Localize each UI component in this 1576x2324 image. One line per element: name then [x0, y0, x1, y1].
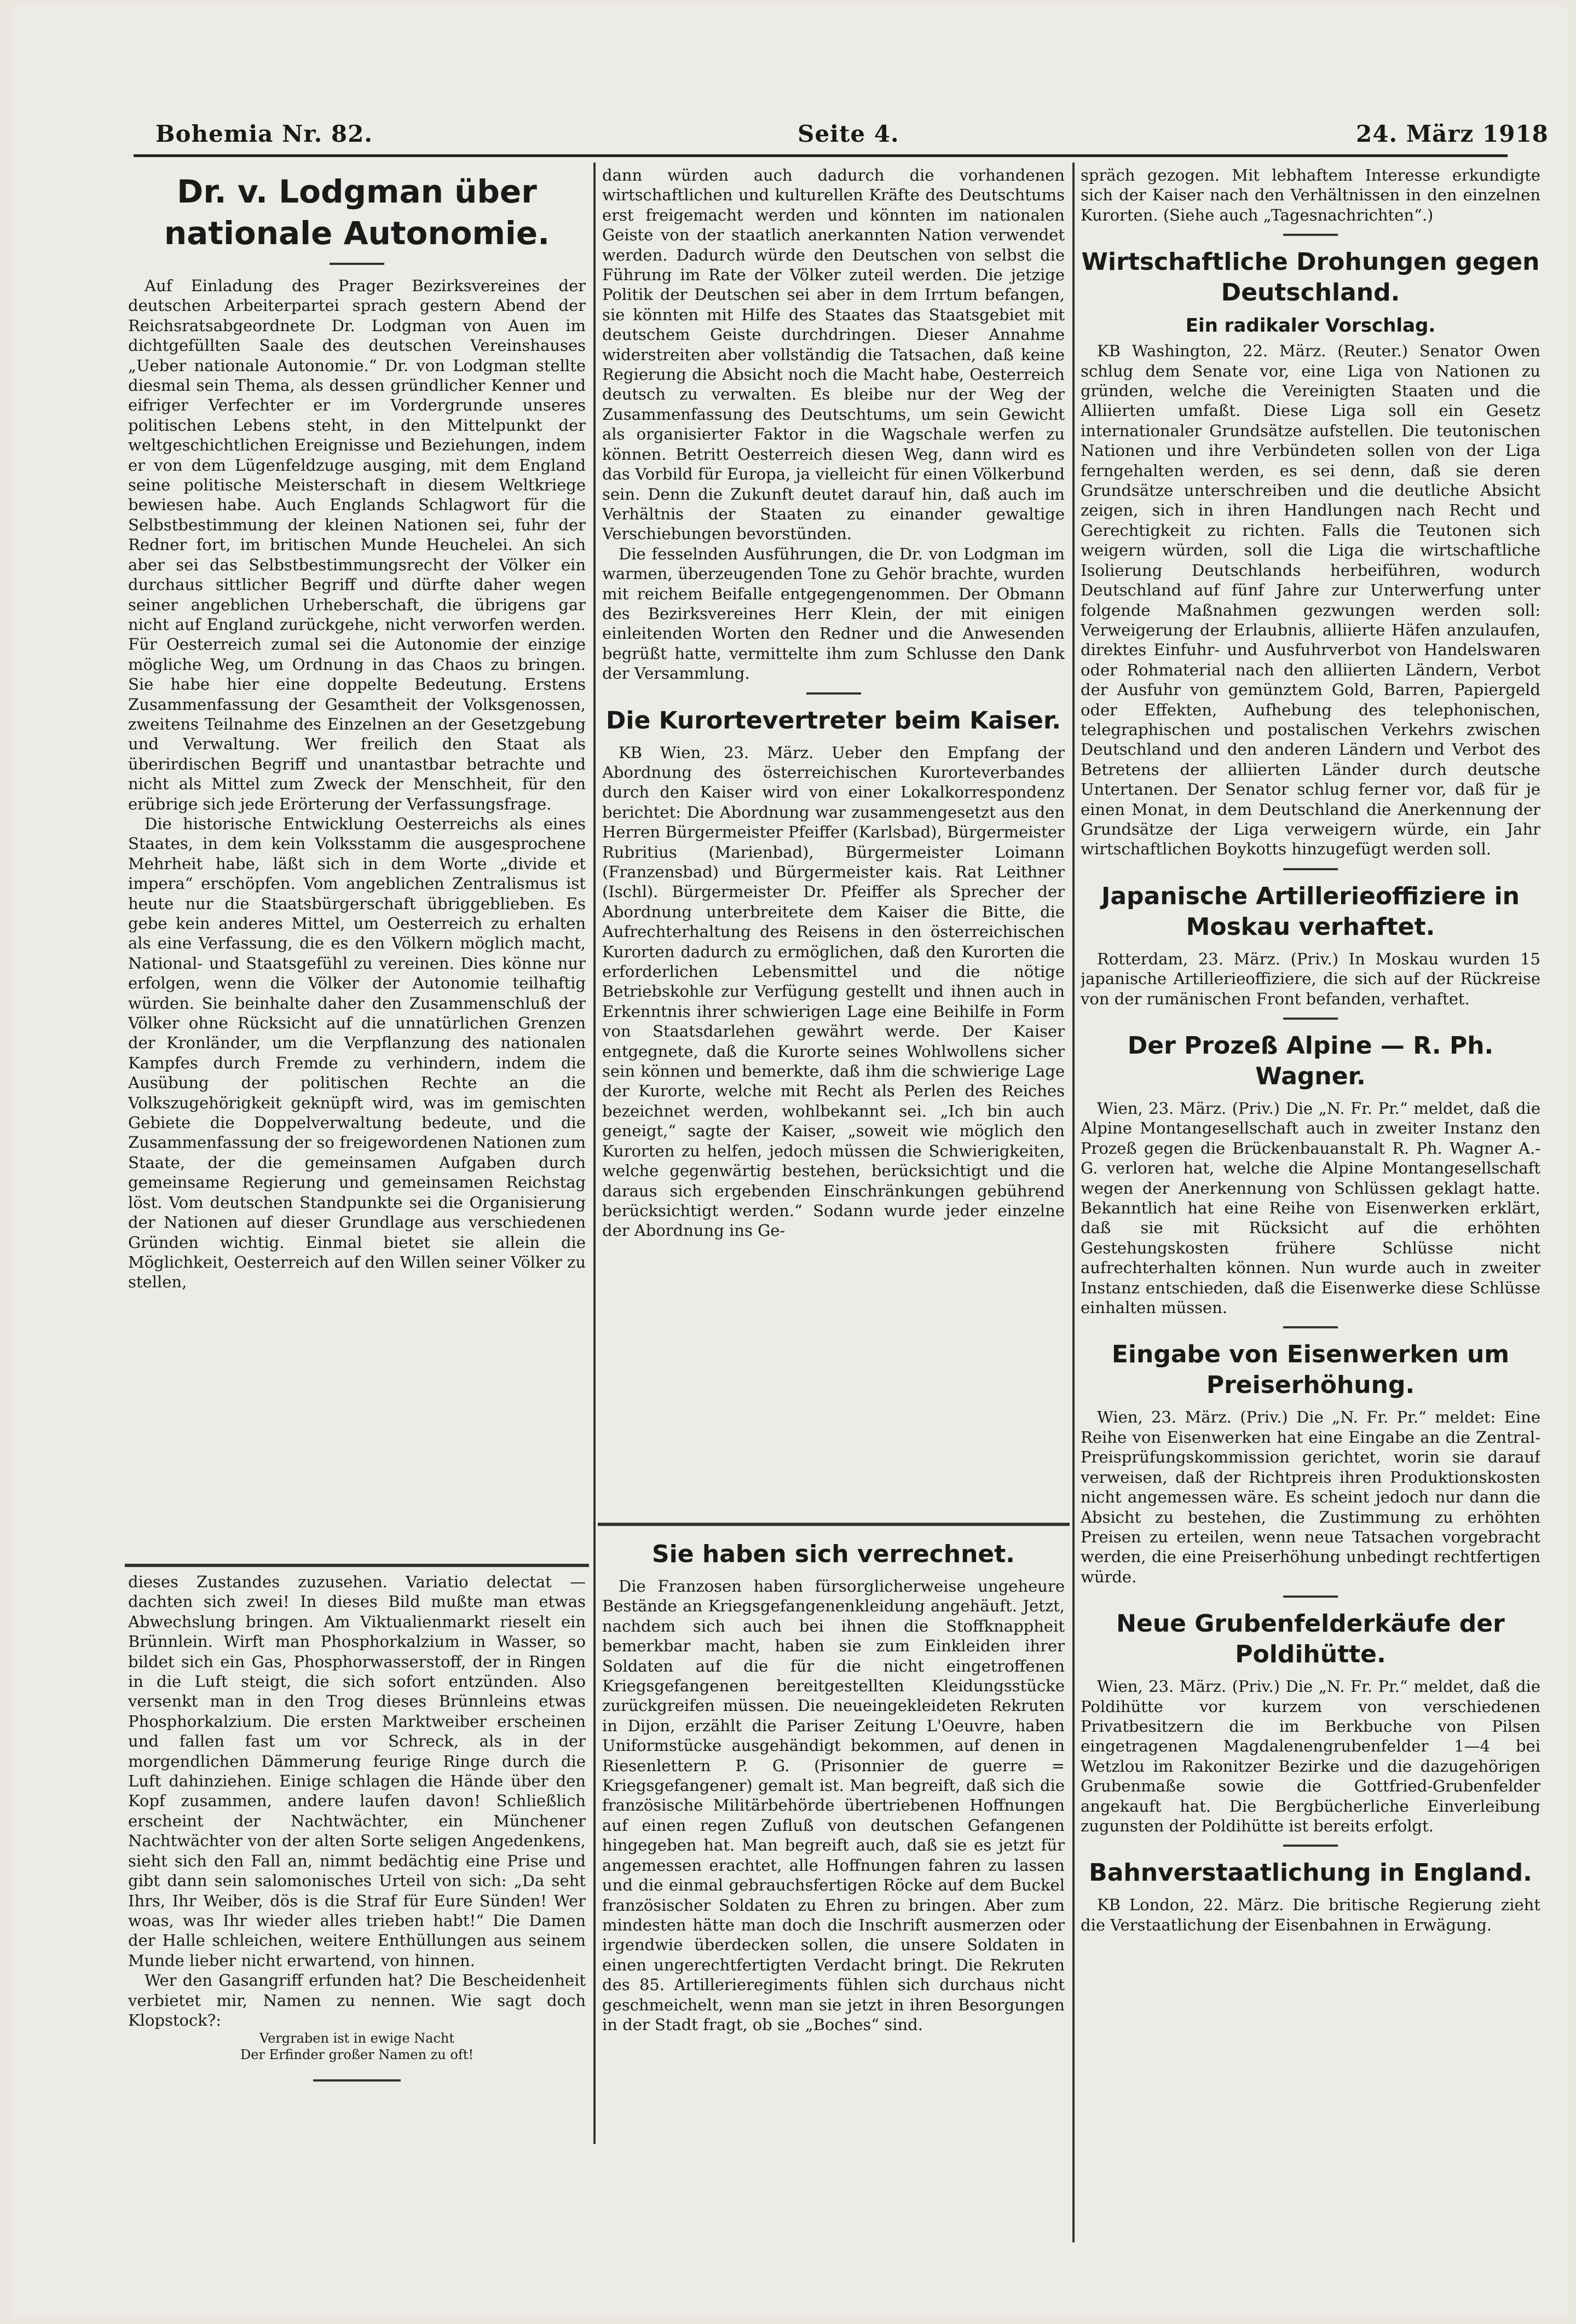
header-rule — [134, 154, 1508, 157]
article-paragraph: Die Franzosen haben fürsorglicherweise ungeheure Bestände an Kriegsgefangenenkleidung angehäuft. Jetzt, nachdem sich auch bei ihnen die Stoffknappheit bemerkbar macht, haben sie zum Einkleiden ihrer Soldaten auf die für die nicht eingetroffenen Kriegsgefangenen bereitgestellten Kleidungsstücke zurückgreifen müssen. Die neueingekleideten Rekruten in Dijon, erzählt die Pariser Zeitung L'Oeuvre, haben Uniformstücke ausgehändigt bekommen, auf denen in Riesenlettern P. G. (Prisonnier de guerre = Kriegsgefangener) gemalt ist. Man begreift, daß sich die französische Militärbehörde übertriebenen Hoffnungen auf einen regen Zufluß von deutschen Gefangenen hingegeben hat. Man begreift auch, daß sie es jetzt für angemessen erachtet, alle Hoffnungen fahren zu lassen und die einmal gebrauchsfertigen Röcke auf dem Buckel französischer Soldaten zu Ehren zu bringen. Aber zum mindesten hätte man doch die Inschrift ausmerzen oder irgendwie überdecken sollen, die unsere Soldaten in einen ungerechtfertigten Verdacht bringt. Die Rekruten des 85. Artillerieregiments fühlen sich durchaus nicht geschmeichelt, wenn man sie jetzt in ihren Besorgungen in der Stadt fragt, ob sie „Boches“ sind. — [602, 1577, 1065, 2034]
article-paragraph: KB London, 22. März. Die britische Regierung zieht die Verstaatlichung der Eisenbahnen in Erwägung. — [1081, 1895, 1540, 1934]
article-paragraph: dann würden auch dadurch die vorhandenen wirtschaftlichen und kulturellen Kräfte des Deutschtums erst freigemacht werden und könnten im nationalen Geiste von der staatlich anerkannten Nation verwendet werden. Dadurch würde den Deutschen von selbst die Führung im Rate der Völker zuteil werden. Die jetzige Politik der Deutschen sei aber in dem Irrtum befangen, sie könnten mit Hilfe des Staates das Staatsgebiet mit deutschem Geiste durchdringen. Dieser Annahme widerstreiten aber vollständig die Tatsachen, daß keine Regierung die Absicht noch die Macht habe, Oesterreich deutsch zu verwalten. Es bleibe nur der Weg der Zusammenfassung des Deutschtums, um sein Gewicht als organisierter Faktor in die Wagschale werfen zu können. Betritt Oesterreich diesen Weg, dann wird es das Vorbild für Europa, ja vielleicht für einen Völkerbund sein. Denn die Zukunft deutet darauf hin, daß auch im Verhältnis der Staaten zu einander gewaltige Verschiebungen bevorstünden. — [602, 166, 1065, 544]
column-rule — [593, 163, 596, 2144]
section-rule — [1283, 1595, 1338, 1598]
header-date: 24. März 1918 — [1356, 120, 1549, 147]
article-paragraph: Rotterdam, 23. März. (Priv.) In Moskau wurden 15 japanische Artillerieoffiziere, die sich auf der Rückreise von der rumänischen Front befanden, verhaftet. — [1081, 949, 1540, 1008]
article-paragraph: KB Wien, 23. März. Ueber den Empfang der Abordnung des österreichischen Kurorteverbandes durch den Kaiser wird von einer Lokalkorrespondenz berichtet: Die Abordnung war zusammengesetzt aus den Herren Bürgermeister Pfeiffer (Karlsbad), Bürgermeister Rubritius (Marienbad), Bürgermeister Loimann (Franzensbad) und Bürgermeister kais. Rat Leithner (Ischl). Bürgermeister Dr. Pfeiffer als Sprecher der Abordnung unterbreitete dem Kaiser die Bitte, die Aufrechterhaltung des Reisens in den österreichischen Kurorten dadurch zu ermöglichen, daß den Kurorten die erforderlichen Lebensmittel und die nötige Betriebskohle zur Verfügung gestellt und ihnen auch in Erkenntnis ihrer schwierigen Lage eine Beihilfe in Form von Staatsdarlehen gewährt werde. Der Kaiser entgegnete, daß die Kurorte seines Wohlwollens sicher sein können und bemerkte, daß ihm die schwierige Lage der Kurorte, welche mit Recht als Perlen des Reiches bezeichnet werden, wohlbekannt sei. „Ich bin auch geneigt,“ sagte der Kaiser, „soweit wie möglich den Kurorten zu helfen, jedoch müssen die Schwierigkeiten, welche gegenwärtig bestehen, berücksichtigt und die daraus sich ergebenden Einschränkungen gebührend berücksichtigt werden.“ Sodann wurde jeder einzelne der Abordnung ins Ge- — [602, 743, 1065, 1240]
verse-line: Der Erfinder großer Namen zu oft! — [240, 2047, 474, 2063]
end-rule — [313, 2079, 401, 2082]
section-rule — [1283, 868, 1338, 870]
article-paragraph: Die historische Entwicklung Oesterreichs als eines Staates, in dem kein Volksstamm die ausgesprochene Mehrheit habe, läßt sich in dem Worte „divide et impera“ erschöpfen. Vom angeblichen Zentralismus ist heute nur die Staatsbürgerschaft übriggeblieben. Es gebe kein anderes Mittel, um Oesterreich zu erhalten als eine Verfassung, die es den Völkern möglich macht, National- und Staatsgefühl zu vereinen. Dies könne nur erfolgen, wenn die Völker der Autonomie teilhaftig würden. Sie beinhalte daher den Zusammenschluß der Völker ohne Rücksicht auf die unnatürlichen Grenzen der Kronländer, um die Verpflanzung des nationalen Kampfes durch Fremde zu verhindern, indem die Ausübung der politischen Rechte an die Volkszugehörigkeit geknüpft wird, was im gemischten Gebiete die Doppelverwaltung bedeute, und die Zusammenfassung der so freigewordenen Nationen zum Staate, der die gemeinsamen Aufgaben durch gemeinsame Regierung und gemeinsamen Reichstag löst. Vom deutschen Standpunkte sei die Organisierung der Nationen auf dieser Grundlage aus verschiedenen Gründen wichtig. Einmal bietet sie allein die Möglichkeit, Oesterreich auf den Willen seiner Völker zu stellen, — [128, 814, 586, 1292]
article-title-gruben: Neue Grubenfelderkäufe der Poldihütte. — [1116, 1610, 1505, 1669]
section-rule — [598, 1523, 1070, 1526]
section-rule — [1283, 234, 1338, 236]
column-2 — [602, 165, 1065, 1512]
column-1-lower — [128, 1572, 586, 2119]
section-rule — [806, 692, 861, 695]
column-3 — [1081, 165, 1540, 2289]
column-rule — [1072, 163, 1075, 2242]
header-page-number: Seite 4. — [798, 120, 899, 147]
article-paragraph: Die fesselnden Ausführungen, die Dr. von Lodgman im warmen, überzeugenden Tone zu Gehör brachte, wurden mit reichem Beifalle entgegengenommen. Der Obmann des Bezirksvereines Herr Klein, der mit einigen einleitenden Worten den Redner und die Anwesenden begrüßt hatte, vermittelte ihm zum Schlusse den Dank der Versammlung. — [602, 544, 1065, 683]
glosse-paragraph: dieses Zustandes zuzusehen. Variatio delectat — dachten sich zwei! In dieses Bild mußte man etwas Abwechslung bringen. Am Viktualienmarkt rieselt ein Brünnlein. Wirft man Phosphorkalzium in Wasser, so bildet sich ein Gas, Phosphorwasserstoff, der in Ringen in die Luft steigt, die sich sofort entzünden. Also versenkt man in den Trog dieses Brünnleins etwas Phosphorkalzium. Die ersten Marktweiber erscheinen und fallen fast um vor Schreck, als in der morgendlichen Dämmerung feurige Ringe durch die Luft dahinziehen. Einige schlagen die Hände über den Kopf zusammen, andere laufen davon! Schließlich erscheint der Nachtwächter, ein Münchener Nachtwächter von der alten Sorte seligen Angedenkens, sieht sich den Fall an, nimmt bedächtig eine Prise und gibt dann sein salomonisches Urteil von sich: „Da seht Ihrs, Ihr Weiber, dös is die Straf für Eure Sünden! Wer woas, was Ihr wieder alles trieben habt!“ Die Damen der Halle schleichen, weitere Enthüllungen aus seinem Munde lieber nicht erwartend, von hinnen. — [128, 1573, 586, 1970]
article-paragraph: Wien, 23. März. (Priv.) Die „N. Fr. Pr.“ meldet, daß die Poldihütte vor kurzem von verschiedenen Privatbesitzern die im Berkbuche von Pilsen eingetragenen Magdalenengrubenfelder 1—4 bei Wetzlou im Rakonitzer Bezirke und die dazugehörigen Grubenmaße sowie die Gottfried-Grubenfelder angekauft hat. Die Bergbücherliche Einverleibung zugunsten der Poldihütte ist bereits erfolgt. — [1081, 1677, 1540, 1835]
article-title-kurorte: Die Kurortevertreter beim Kaiser. — [605, 706, 1061, 735]
article-paragraph: spräch gezogen. Mit lebhaftem Interesse erkundigte sich der Kaiser nach den Verhältnissen in den einzelnen Kurorten. (Siehe auch „Tagesnachrichten“.) — [1081, 166, 1540, 224]
verse-line: Vergraben ist in ewige Nacht — [259, 2031, 455, 2046]
article-title-drohungen: Wirtschaftliche Drohungen gegen Deutschland. — [1081, 248, 1540, 307]
section-rule — [1283, 1018, 1338, 1020]
glosse-paragraph: Wer den Gasangriff erfunden hat? Die Bescheidenheit verbietet mir, Namen zu nennen. Wie sagt doch Klopstock?: — [128, 1971, 586, 2030]
section-rule — [1283, 1326, 1338, 1328]
article-title-bahn: Bahnverstaatlichung in England. — [1089, 1859, 1532, 1887]
article-paragraph: KB Washington, 22. März. (Reuter.) Senator Owen schlug dem Senate vor, eine Liga von Nationen zu gründen, welche die Vereinigten Staaten und die Alliierten umfaßt. Diese Liga soll ein Gesetz internationaler Grundsätze aufstellen. Die teutonischen Nationen und ihre Verbündeten sollen von der Liga ferngehalten werden, es sei denn, daß sie deren Grundsätze unterschreiben und die deutliche Absicht zeigen, sich in ihren Handlungen nach Recht und Gerechtigkeit zu richten. Falls die Teutonen sich weigern würden, soll die Liga die wirtschaftliche Isolierung Deutschlands herbeiführen, wodurch Deutschland auf fünf Jahre zur Unterwerfung unter folgende Maßnahmen gezwungen werden soll: Verweigerung der Erlaubnis, alliierte Häfen anzulaufen, direktes Einfuhr- und Ausfuhrverbot von Handelswaren oder Rohmaterial nach den alliierten Ländern, Verbot der Ausfuhr von gemünztem Gold, Barren, Papiergeld oder Effekten, Aufhebung des telephonischen, telegraphischen und postalischen Verkehrs zwischen Deutschland und den anderen Ländern und Verbot des Betretens der alliierten Länder durch deutsche Untertanen. Der Senator schlug ferner vor, daß für je einen Monat, in dem Deutschland die Anerkennung der Grundsätze der Liga verweigern würde, ein Jahr wirtschaftlichen Boykotts hinzugefügt werden soll. — [1081, 342, 1540, 859]
article-title-lodgman: Dr. v. Lodgman über nationale Autonomie. — [164, 173, 550, 252]
column-1 — [128, 171, 586, 1556]
article-title-verrechnet: Sie haben sich verrechnet. — [651, 1540, 1015, 1568]
section-rule — [1283, 1845, 1338, 1847]
section-rule — [125, 1564, 589, 1567]
title-rule — [330, 263, 384, 265]
article-subtitle: Ein radikaler Vorschlag. — [1185, 315, 1436, 337]
article-title-eingabe: Eingabe von Eisenwerken um Preiserhöhung. — [1111, 1340, 1510, 1400]
article-paragraph: Auf Einladung des Prager Bezirksvereines der deutschen Arbeiterpartei sprach gestern Abend der Reichsratsabgeordnete Dr. Lodgman von Auen im dichtgefüllten Saale des deutschen Vereinshauses „Ueber nationale Autonomie.“ Dr. von Lodgman stellte diesmal sein Thema, als dessen gründlicher Kenner und eifriger Verfechter er im Vordergrunde unseres politischen Lebens steht, in den Mittelpunkt der weltgeschichtlichen Ereignisse und Beziehungen, indem er von dem Lügenfeldzuge ausging, mit dem England seine politische Meisterschaft in diesem Weltkriege bewiesen habe. Auch Englands Schlagwort für die Selbstbestimmung der kleinen Nationen sei, fuhr der Redner fort, im britischen Munde Heuchelei. An sich aber sei das Selbstbestimmungsrecht der Völker ein durchaus sittlicher Begriff und dürfte daher wegen seiner angeblichen Urheberschaft, die übrigens gar nicht auf England zurückgehe, nicht verworfen werden. Für Oesterreich zumal sei die Autonomie der einzige mögliche Weg, um Ordnung in das Chaos zu bringen. Sie habe hier eine doppelte Bedeutung. Erstens Zusammenfassung der Gesamtheit der Volksgenossen, zweitens Teilnahme des Einzelnen an der Gesetzgebung und Verwaltung. Wer freilich den Staat als überirdischen Begriff und unantastbar betrachte und nicht als Mittel zum Zweck der Menschheit, für den erübrige sich jede Erörterung der Verfassungsfrage. — [128, 276, 586, 813]
column-2-lower — [602, 1539, 1065, 2196]
article-paragraph: Wien, 23. März. (Priv.) Die „N. Fr. Pr.“ meldet, daß die Alpine Montangesellschaft auch in zweiter Instanz den Prozeß gegen die Brückenbauanstalt R. Ph. Wagner A.-G. verloren hat, welche die Alpine Montangesellschaft wegen der Anerkennung von Schlüssen geklagt hatte. Bekanntlich hat eine Reihe von Eisenwerken erklärt, daß sie mit Rücksicht auf die erhöhten Gestehungskosten frühere Schlüsse nicht aufrechterhalten können. Nun wurde auch in zweiter Instanz entschieden, daß die Eisenwerke diese Schlüsse einhalten müssen. — [1081, 1099, 1540, 1317]
article-title-alpine: Der Prozeß Alpine — R. Ph. Wagner. — [1127, 1032, 1494, 1090]
header-issue: Bohemia Nr. 82. — [155, 120, 373, 147]
newspaper-page — [12, 7, 1567, 2316]
article-paragraph: Wien, 23. März. (Priv.) Die „N. Fr. Pr.“ meldet: Eine Reihe von Eisenwerken hat eine Eingabe an die Zentral-Preisprüfungskommission gerichtet, worin sie darauf verweisen, daß der Richtpreis ihren Produktionskosten nicht angemessen wäre. Es scheint jedoch nur dann die Absicht zu bestehen, die Zustimmung zu erhöhten Preisen zu erteilen, wenn neue Tatsachen vorgebracht werden, die eine Preiserhöhung unbedingt rechtfertigen würde. — [1081, 1408, 1540, 1586]
article-title-japanische: Japanische Artillerieoffiziere in Moskau verhaftet. — [1101, 882, 1520, 941]
